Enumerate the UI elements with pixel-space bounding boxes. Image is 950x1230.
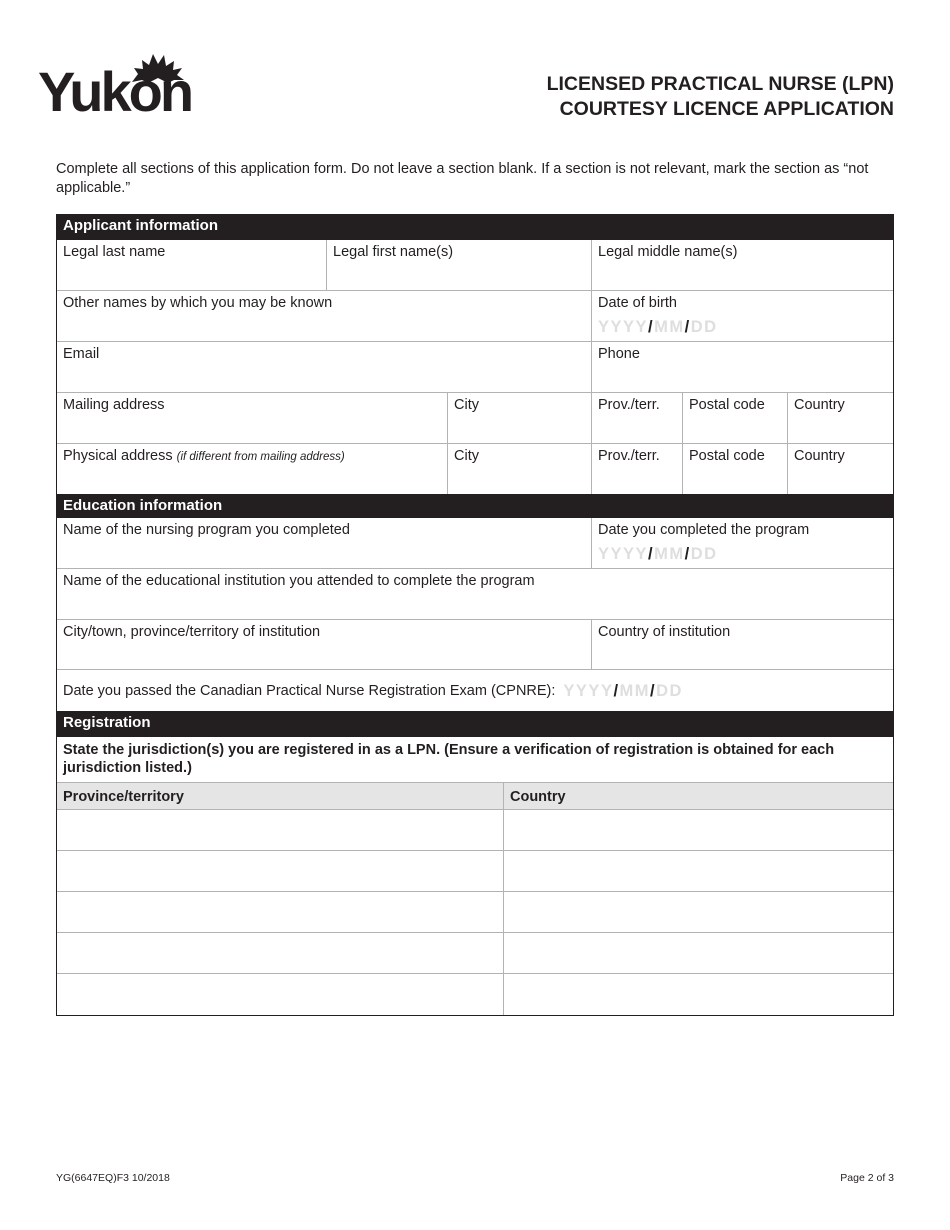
- form-code: YG(6647EQ)F3 10/2018: [56, 1172, 170, 1184]
- legal-first-name-field[interactable]: [327, 240, 592, 290]
- intro-text: Complete all sections of this application form. Do not leave a section blank. If a section is not relevant, mark the section as “not applicable.”: [56, 161, 869, 196]
- province-input[interactable]: [57, 933, 504, 973]
- country-input[interactable]: [504, 892, 893, 932]
- column-header-country: Country: [510, 789, 566, 805]
- section-header-applicant: Applicant information: [57, 214, 893, 240]
- physical-postal-code-field[interactable]: [683, 444, 788, 494]
- table-row: [57, 892, 893, 933]
- column-header-province: Province/territory: [57, 783, 504, 809]
- field-label: Physical address: [63, 448, 173, 464]
- registration-instruction: State the jurisdiction(s) you are registered in as a LPN. (Ensure a verification of registration is obtained for each jurisdiction listed.): [57, 737, 893, 783]
- date-placeholder: YYYY/MM/DD: [598, 318, 718, 336]
- field-label: Phone: [598, 346, 640, 362]
- field-label: Name of the nursing program you completed: [63, 522, 350, 538]
- mailing-prov-terr-field[interactable]: [592, 393, 683, 443]
- contact-row: [57, 342, 893, 393]
- section-header-registration: Registration: [57, 711, 893, 737]
- registration-table-header: [57, 783, 893, 810]
- institution-row: [57, 569, 893, 620]
- other-names-field[interactable]: [57, 291, 592, 341]
- table-row: [57, 974, 893, 1015]
- field-label: Name of the educational institution you attended to complete the program: [63, 573, 535, 589]
- institution-country-field[interactable]: [592, 620, 893, 669]
- program-row: [57, 518, 893, 569]
- other-names-row: [57, 291, 893, 342]
- mailing-address-field[interactable]: [57, 393, 448, 443]
- field-note: (if different from mailing address): [176, 451, 345, 463]
- table-row: [57, 810, 893, 851]
- section-header-education: Education information: [57, 494, 893, 518]
- field-label: Email: [63, 346, 100, 362]
- page-title: [547, 72, 894, 122]
- logo-wordmark: Yukon: [38, 60, 192, 123]
- date-of-birth-field[interactable]: [592, 291, 893, 341]
- date-placeholder: YYYY/MM/DD: [563, 681, 683, 700]
- field-label: Legal middle name(s): [598, 244, 738, 260]
- physical-address-row: [57, 444, 893, 494]
- cpnre-date-field[interactable]: [57, 670, 893, 711]
- province-input[interactable]: [57, 892, 504, 932]
- field-label: Legal first name(s): [333, 244, 454, 260]
- institution-city-field[interactable]: [57, 620, 592, 669]
- field-label: Date you completed the program: [598, 522, 810, 538]
- field-label: Other names by which you may be known: [63, 295, 333, 311]
- country-input[interactable]: [504, 974, 893, 1015]
- field-label: Mailing address: [63, 397, 165, 413]
- physical-city-field[interactable]: [448, 444, 592, 494]
- legal-middle-name-field[interactable]: [592, 240, 893, 290]
- table-row: [57, 851, 893, 892]
- institution-location-row: [57, 620, 893, 670]
- application-form: [56, 214, 894, 1016]
- physical-country-field[interactable]: [788, 444, 893, 494]
- program-name-field[interactable]: [57, 518, 592, 568]
- field-label: Date of birth: [598, 295, 677, 311]
- field-label: Prov./terr.: [598, 448, 660, 464]
- title-line-2: COURTESY LICENCE APPLICATION: [559, 98, 894, 120]
- field-label: Country: [794, 448, 845, 464]
- physical-address-field[interactable]: [57, 444, 448, 494]
- legal-last-name-field[interactable]: [57, 240, 327, 290]
- field-label: City: [454, 448, 479, 464]
- name-row: [57, 240, 893, 291]
- field-label: Date you passed the Canadian Practical Nurse Registration Exam (CPNRE):: [63, 682, 556, 699]
- field-label: Country: [794, 397, 845, 413]
- physical-prov-terr-field[interactable]: [592, 444, 683, 494]
- mailing-country-field[interactable]: [788, 393, 893, 443]
- province-input[interactable]: [57, 810, 504, 850]
- field-label: Legal last name: [63, 244, 166, 260]
- email-field[interactable]: [57, 342, 592, 392]
- country-input[interactable]: [504, 933, 893, 973]
- institution-name-field[interactable]: [57, 569, 893, 619]
- field-label: Postal code: [689, 397, 765, 413]
- title-line-1: LICENSED PRACTICAL NURSE (LPN): [546, 73, 894, 95]
- yukon-logo: [38, 52, 210, 124]
- field-label: Postal code: [689, 448, 765, 464]
- country-input[interactable]: [504, 851, 893, 891]
- phone-field[interactable]: [592, 342, 893, 392]
- program-date-field[interactable]: [592, 518, 893, 568]
- mailing-postal-code-field[interactable]: [683, 393, 788, 443]
- mailing-city-field[interactable]: [448, 393, 592, 443]
- field-label: Country of institution: [598, 624, 731, 640]
- province-input[interactable]: [57, 851, 504, 891]
- province-input[interactable]: [57, 974, 504, 1015]
- country-input[interactable]: [504, 810, 893, 850]
- field-label: City/town, province/territory of institution: [63, 624, 321, 640]
- table-row: [57, 933, 893, 974]
- field-label: City: [454, 397, 479, 413]
- mailing-address-row: [57, 393, 893, 444]
- date-placeholder: YYYY/MM/DD: [598, 545, 718, 563]
- field-label: Prov./terr.: [598, 397, 660, 413]
- cpnre-row: [57, 670, 893, 711]
- page-number: Page 2 of 3: [840, 1172, 894, 1184]
